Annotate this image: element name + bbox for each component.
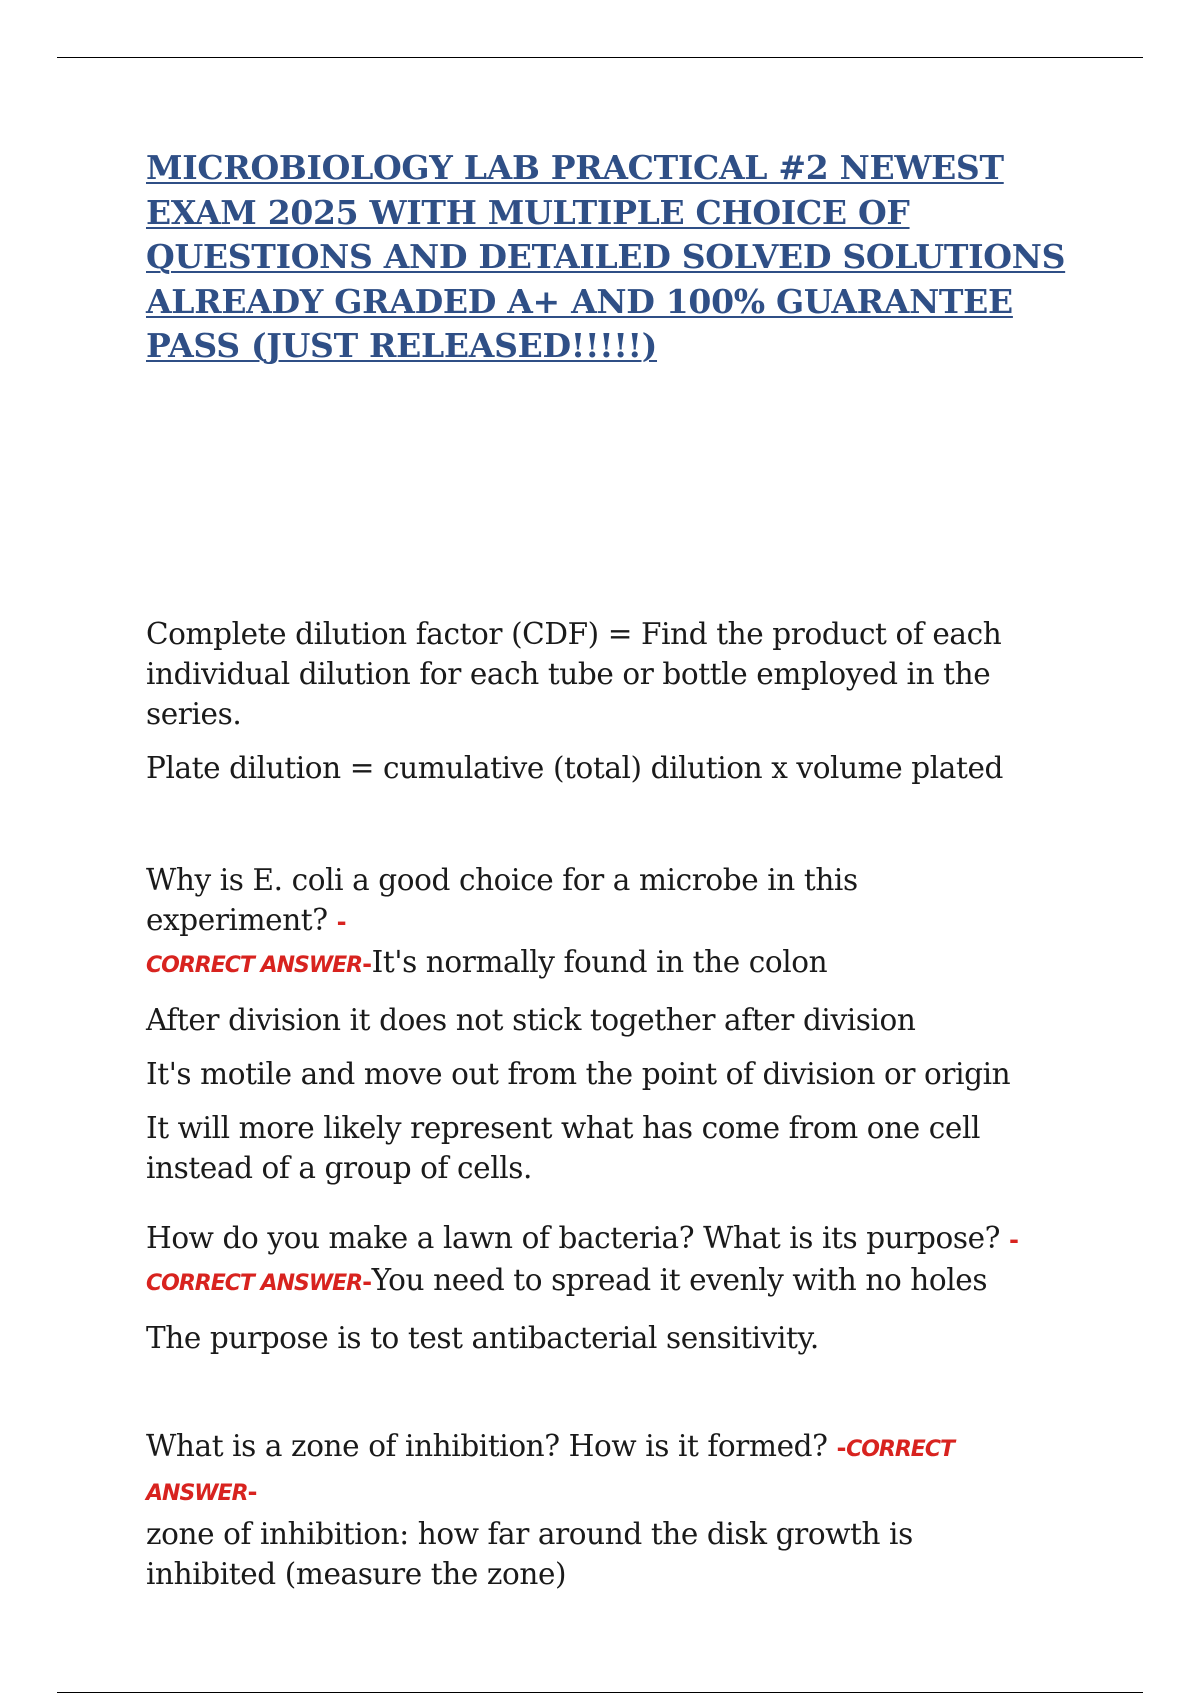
question-text: Why is E. coli a good choice for a microbe in this experiment? [146,863,858,937]
qa-item [146,1218,1046,1372]
question-text: How do you make a lawn of bacteria? What is its purpose? [146,1221,1001,1255]
answer-line: It's motile and move out from the point of division or origin [146,1057,1011,1091]
answer-line: The purpose is to test antibacterial sensitivity. [146,1321,819,1355]
answer-text: You need to spread it evenly with no holes [371,1263,988,1297]
answer-text: zone of inhibition: how far around the disk growth is inhibited (measure the zone) [146,1517,913,1591]
answer-separator: - [336,908,347,936]
correct-answer-tag: CORRECT ANSWER [146,1271,363,1296]
qa-question-answer [146,1218,1046,1304]
correct-answer-tag: CORRECT ANSWER [146,1437,954,1506]
correct-answer-tag: CORRECT ANSWER [146,953,363,978]
qa-item [146,860,1046,1202]
intro-line-plate-dilution: Plate dilution = cumulative (total) dilution x volume plated [146,751,1003,785]
answer-text: It's normally found in the colon [371,945,828,979]
answer-line: After division it does not stick together after division [146,1003,916,1037]
answer-separator: - [362,950,372,978]
answer-separator: - [247,1478,258,1506]
qa-question-answer [146,1426,1046,1594]
qa-question-answer [146,860,1046,986]
answer-separator: - [362,1268,372,1296]
qa-item [146,1426,1046,1608]
bottom-rule [57,1692,1143,1693]
answer-line: It will more likely represent what has come from one cell instead of a group of cells. [146,1111,981,1185]
answer-separator: - [1009,1226,1019,1254]
question-text: What is a zone of inhibition? How is it formed? [146,1429,828,1463]
top-rule [57,57,1143,58]
answer-separator: - [836,1434,847,1462]
intro-block [146,614,1046,802]
document-title: MICROBIOLOGY LAB PRACTICAL #2 NEWEST EXAM 2025 WITH MULTIPLE CHOICE OF QUESTIONS AND DETAILED SOLVED SOLUTIONS ALREADY GRADED A+ AND 100% GUARANTEE PASS (JUST RELEASED!!!!!) [146,148,1066,365]
intro-line-cdf: Complete dilution factor (CDF) = Find the product of each individual dilution for each tube or bottle employed in the series. [146,617,1002,731]
